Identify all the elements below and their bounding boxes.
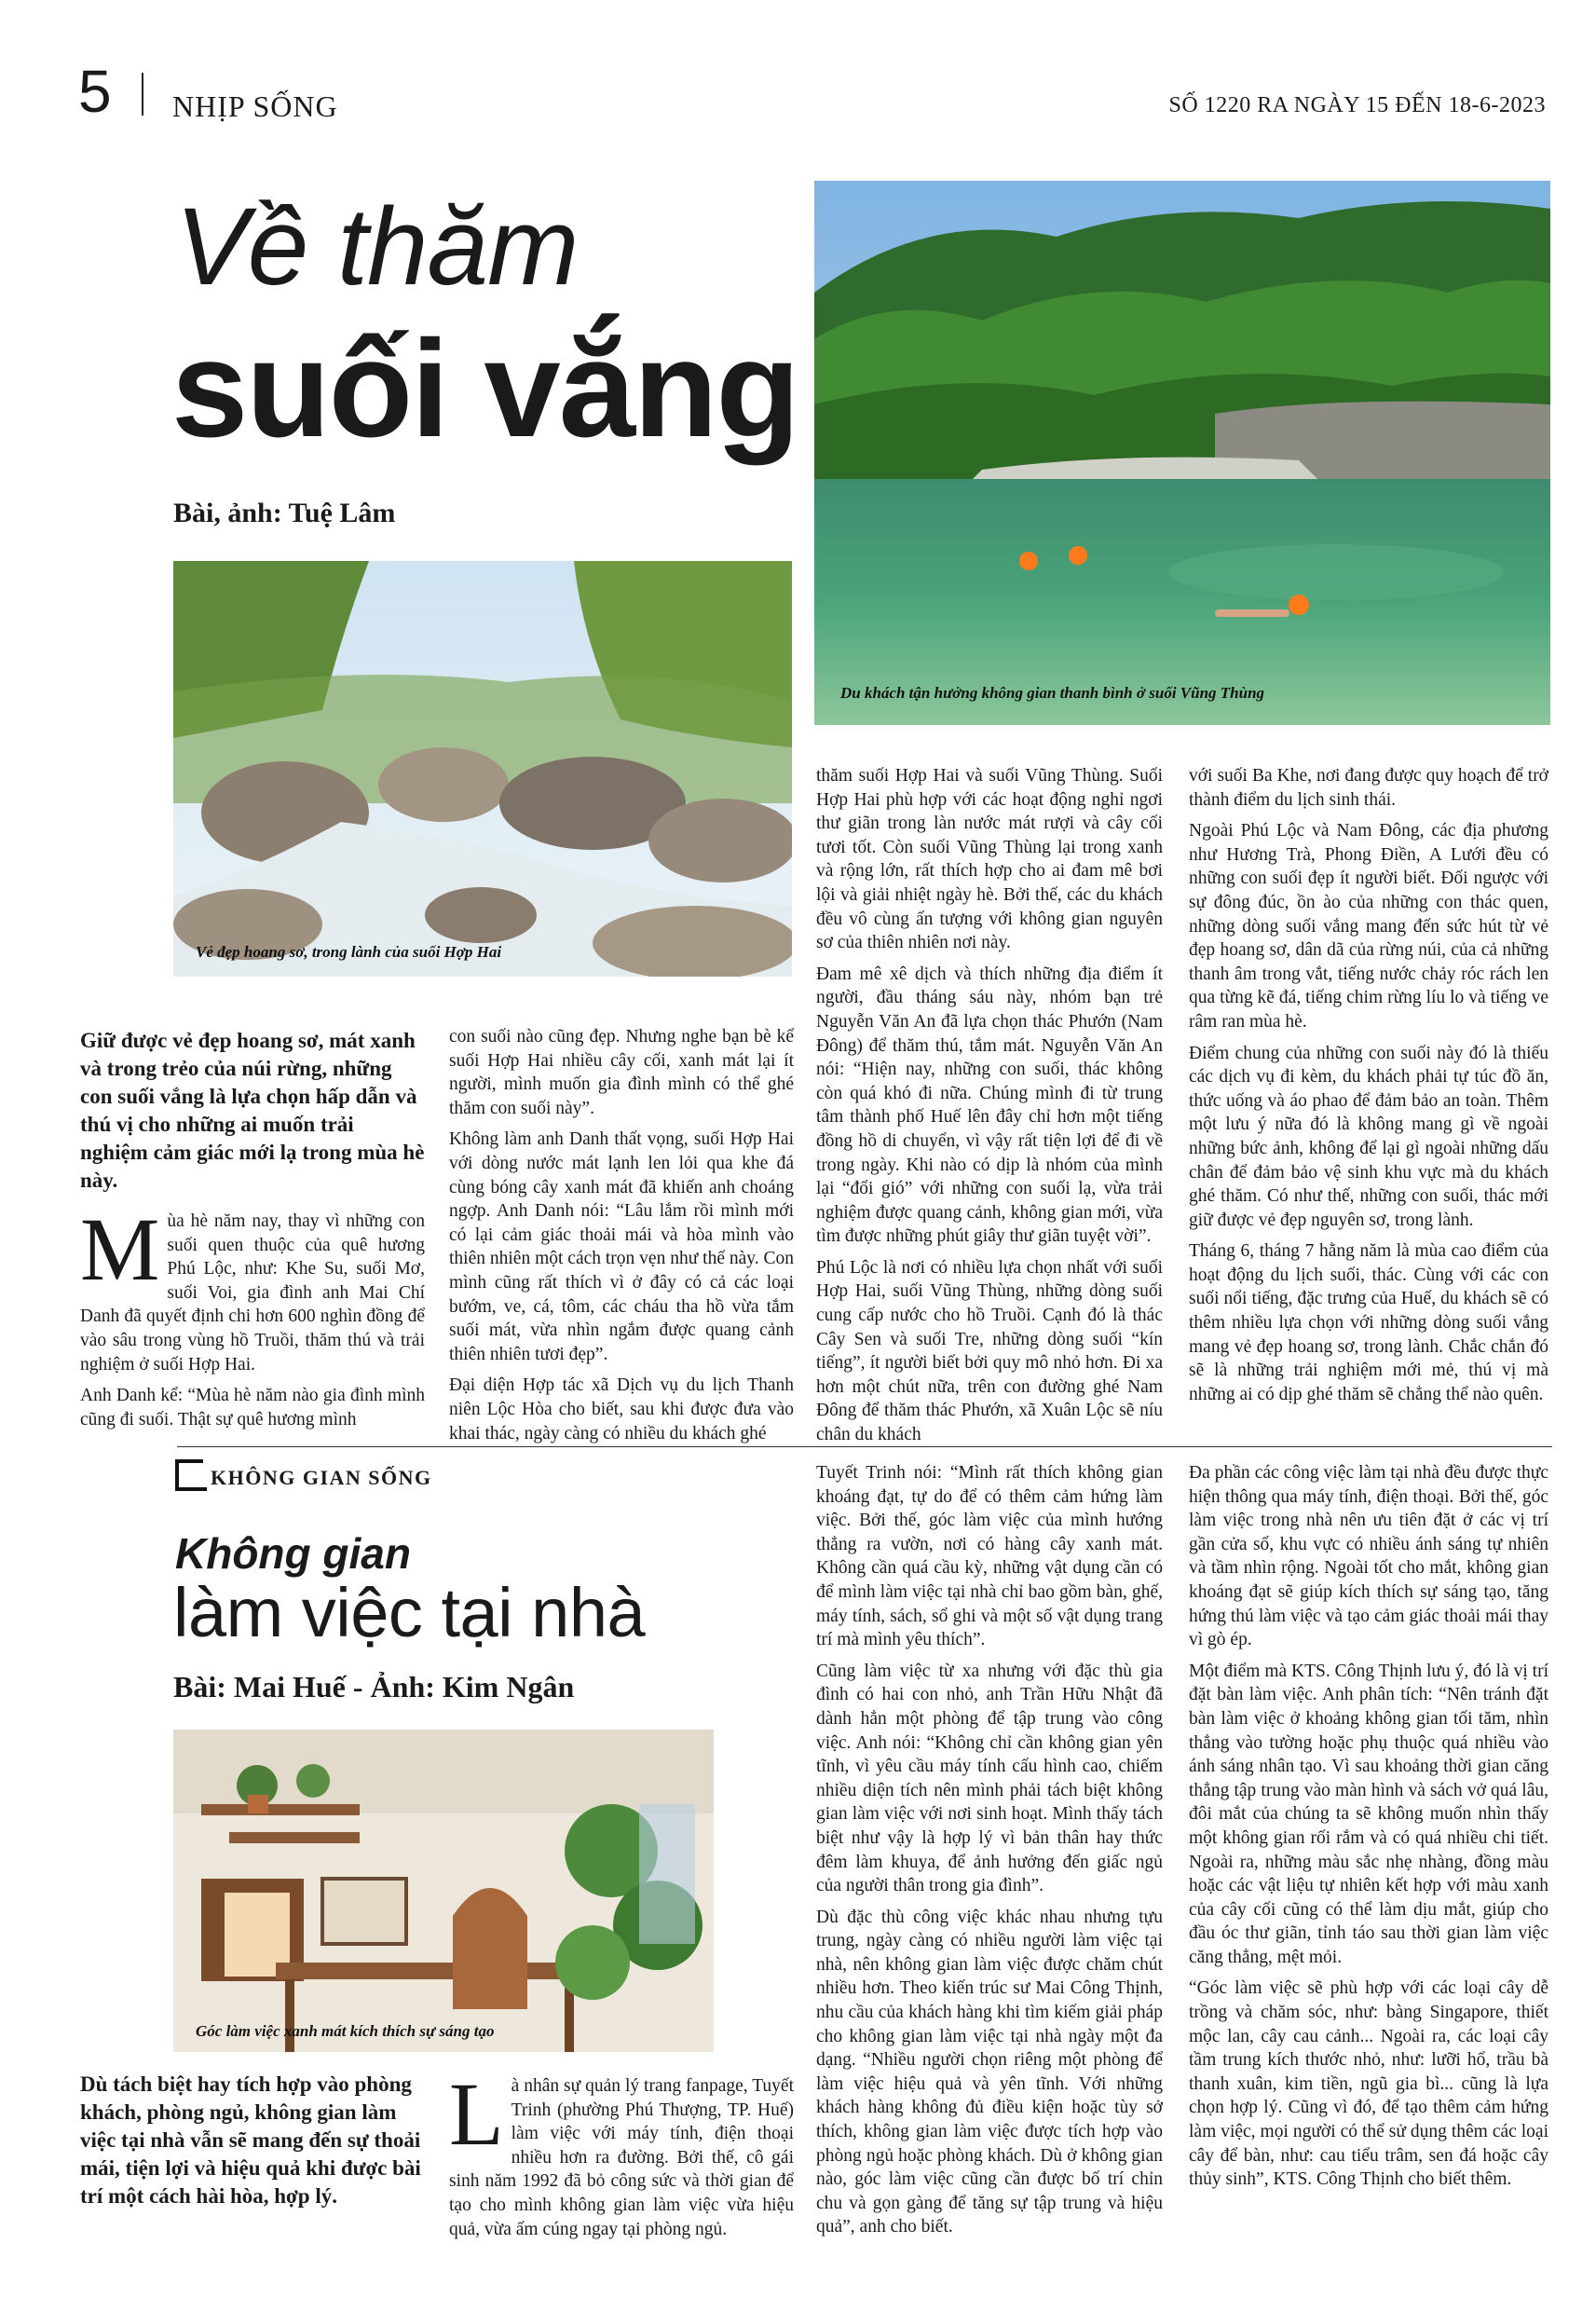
article2-kicker: KHÔNG GIAN SỐNG [211,1466,432,1489]
photo-vung-thung [814,181,1550,725]
article2-col2: Là nhân sự quản lý trang fanpage, Tuyết Trinh (phường Phú Thượng, TP. Huế) làm việc với máy tính, điện thoại nhiều hơn ra đường. Bởi thế, cô gái sinh năm 1992 đã bỏ công sức và thời gian để tạo cho mình không gian làm việc vừa hiệu quả, vừa ấm cúng ngay tại phòng ngủ. [449,2064,794,2239]
section-name: NHỊP SỐNG [172,89,338,123]
article1-byline: Bài, ảnh: Tuệ Lâm [173,498,396,528]
dropcap-l: L [449,2064,504,2164]
header-divider [142,73,143,116]
rocky-stream-image [173,561,792,977]
kicker-bracket-icon [175,1459,207,1491]
article2-title-line1: Không gian [175,1529,411,1578]
photo-small-caption: Vẻ đẹp hoang sơ, trong lành của suối Hợp Hai [196,943,502,961]
article1-col2: con suối nào cũng đẹp. Nhưng nghe bạn bè kể suối Hợp Hai nhiều cây cối, xanh mát lại ít người, mình muốn gia đình mình có thể ghé thăm con suối này”. Không làm anh Danh thất vọng, suối Hợp Hai với dòng nước mát lạnh len lỏi qua khe đá cùng bóng cây xanh mát đã khiến anh choáng ngợp. Anh Danh nói: “Lâu lắm rồi mình mới có lại cảm giác thoải mái và hòa mình vào thiên nhiên một cách trọn vẹn như thế này. Con mình cũng rất thích vì ở đây có cả các loại bướm, ve, cá, tôm, các cháu tha hồ vừa tắm suối mát, vừa nhìn ngắm được quang cảnh thiên nhiên tươi đẹp”. Đại diện Hợp tác xã Dịch vụ du lịch Thanh niên Lộc Hòa cho biết, sau khi được đưa vào khai thác, ngày càng có nhiều du khách ghé [449,1027,794,1443]
article1-col1: Mùa hè năm nay, thay vì những con suối quen thuộc của quê hương Phú Lộc, như: Khe Su, suối Mơ, suối Voi, gia đình anh Mai Chí Danh đã quyết định chi hơn 600 nghìn đồng để vào sâu trong vùng hồ Truồi, thăm thú và trải nghiệm ở suối Hợp Hai. Anh Danh kể: “Mùa hè năm nào gia đình mình cũng đi suối. Thật sự quê hương mình [80,1199,425,1430]
photo-main-caption: Du khách tận hưởng không gian thanh bình ở suối Vũng Thùng [840,684,1265,702]
stream-swimmers-image [814,181,1550,725]
article2-lead: Dù tách biệt hay tích hợp vào phòng khách, phòng ngủ, không gian làm việc tại nhà vẫn sẽ mang đến sự thoải mái, tiện lợi và hiệu quả khi được bài trí một cách hài hòa, hợp lý. [80,2073,421,2208]
article2-byline: Bài: Mai Huế - Ảnh: Kim Ngân [173,1670,575,1703]
home-workspace-image [173,1730,714,2052]
photo-workspace-caption: Góc làm việc xanh mát kích thích sự sáng tạo [196,2022,495,2040]
article1-title-line1: Về thăm [175,185,579,308]
article2-col4: Đa phần các công việc làm tại nhà đều được thực hiện thông qua máy tính, điện thoại. Bởi thế, góc làm việc trong nhà nên ưu tiên đặt ở các vị trí gần cửa sổ, khu vực có nhiều ánh sáng tự nhiên và tầm nhìn rộng. Ngoài tốt cho mắt, không gian khoáng đạt sẽ giúp kích thích sự sáng tạo, tăng hứng thú làm việc và tạo cảm giác thoải mái thay vì gò ép. Một điểm mà KTS. Công Thịnh lưu ý, đó là vị trí đặt bàn làm việc. Anh phân tích: “Nên tránh đặt bàn làm việc ở khoảng không gian tối tăm, nhìn thẳng vào tường hoặc phụ thuộc quá nhiều vào ánh sáng nhân tạo. Vì sau khoảng thời gian căng thẳng tập trung vào màn hình và sách vở quá lâu, đôi mắt của chúng ta sẽ không muốn nhìn thấy một không gian rối rắm và có quá nhiều chi tiết. Ngoài ra, những màu sắc nhẹ nhàng, đồng màu hoặc các vật liệu tự nhiên kết hợp với màu xanh của cây cối cũng có thể làm dịu mắt, giúp cho đầu óc thư giãn, tỉnh táo sau thời gian làm việc căng thẳng, mệt mỏi. “Góc làm việc sẽ phù hợp với các loại cây dễ trồng và chăm sóc, như: bàng Singapore, thiết mộc lan, cây cau cảnh... Ngoài ra, các loại cây tầm trung kích thước nhỏ, như: lưỡi hổ, trầu bà thanh xuân, kim tiền, ngũ gia bì... cũng là lựa chọn hợp lý. Cũng vì đó, để tạo thêm cảm hứng làm việc, mọi người có thể sử dụng thêm các loại cây để bàn, như: cau tiểu trâm, sen đá hoặc cây thủy sinh”, KTS. Công Thịnh cho biết thêm. [1189,1463,1548,2190]
article1-lead: Giữ được vẻ đẹp hoang sơ, mát xanh và trong trẻo của núi rừng, những con suối vắng là lựa chọn hấp dẫn và thú vị cho những ai muốn trải nghiệm cảm giác mới lạ trong mùa hè này. [80,1029,425,1192]
photo-hop-hai [173,561,792,977]
section-rule [177,1446,1552,1447]
article1-col4: với suối Ba Khe, nơi đang được quy hoạch để trở thành điểm du lịch sinh thái. Ngoài Phú Lộc và Nam Đông, các địa phương như Hương Trà, Phong Điền, A Lưới đều có những con suối đẹp ít người biết. Đối ngược với sự đông đúc, ồn ào của những con thác quen, những dòng suối vắng mang đến sức hút từ vẻ đẹp hoang sơ, dân dã của rừng núi, của cả những thanh âm trong vắt, tiếng nước chảy róc rách len qua từng kẽ đá, tiếng chim rừng líu lo và tiếng ve râm ran mùa hè. Điểm chung của những con suối này đó là thiếu các dịch vụ đi kèm, du khách phải tự túc đồ ăn, thức uống và áo phao để đảm bảo an toàn. Thêm một lưu ý nữa đó là không mang gì về ngoài những bức ảnh, không để lại gì ngoài những dấu chân để đảm bảo vệ sinh khu vực mà du khách ghé thăm. Có như thế, những con suối, thác mới giữ được vẻ đẹp nguyên sơ, trong lành. Tháng 6, tháng 7 hằng năm là mùa cao điểm của hoạt động du lịch suối, thác. Cùng với các con suối nổi tiếng, đặc trưng của Huế, du khách sẽ có thêm nhiều lựa chọn với những dòng suối vắng mang vẻ đẹp hoang sơ, trong lành. Chắc chắn đó sẽ là những trải nghiệm mới mẻ, thú vị mà những ai có dịp ghé thăm sẽ chẳng thể nào quên. [1189,766,1548,1404]
article1-col3: thăm suối Hợp Hai và suối Vũng Thùng. Suối Hợp Hai phù hợp với các hoạt động nghỉ ngơi thư giãn trong làn nước mát rượi và cây cối tươi tốt. Còn suối Vũng Thùng lại trong xanh và rộng lớn, rất thích hợp cho ai đam mê bơi lội và giải nhiệt ngày hè. Bởi thế, các du khách đều vô cùng ấn tượng với không gian nguyên sơ của thiên nhiên nơi này. Đam mê xê dịch và thích những địa điểm ít người, đầu tháng sáu này, nhóm bạn trẻ Nguyễn Văn An đã lựa chọn thác Phướn (Nam Đông) để thăm thú, tắm mát. Nguyễn Văn An nói: “Hiện nay, những con suối, thác không còn quá khó đi nữa. Chúng mình đi từ trung tâm thành phố Huế lên đây chỉ hơn một tiếng đồng hồ di chuyển, vì vậy rất tiện lợi để đi về trong ngày. Khi nào có dịp là nhóm của mình lại “đổi gió” với những con suối lạ, vừa trải nghiệm được quang cảnh, không gian mới, vừa tìm được những phút giây thư giãn tuyệt vời”. Phú Lộc là nơi có nhiều lựa chọn nhất với suối Hợp Hai, suối Vũng Thùng, những dòng suối cung cấp nước cho hồ Truồi. Cạnh đó là thác Cây Sen và suối Tre, những dòng suối “kín tiếng”, ít người biết bởi quy mô nhỏ hơn. Đi xa hơn một chút nữa, trên con đường ghé Nam Đông để thăm thác Phướn, xã Xuân Lộc sẽ níu chân du khách [816,766,1163,1445]
article2-title-line2: làm việc tại nhà [173,1574,646,1651]
dropcap-m: M [80,1199,160,1299]
article2-col3: Tuyết Trinh nói: “Mình rất thích không gian khoáng đạt, tự do để có thêm cảm hứng làm việc. Bởi thế, góc làm việc của mình hướng thẳng ra vườn, nơi có hàng cây xanh mát. Không cần quá cầu kỳ, những vật dụng cần có để mình làm việc tại nhà chỉ bao gồm bàn, ghế, máy tính, sách, sổ ghi và một số vật dụng trang trí mà mình yêu thích”. Cũng làm việc từ xa nhưng với đặc thù gia đình có hai con nhỏ, anh Trần Hữu Nhật đã dành hẳn một phòng để tập trung vào công việc. Anh nói: “Không chỉ cần không gian yên tĩnh, vì yêu cầu máy tính cấu hình cao, chiếm nhiều diện tích nên mình phải tách biệt không gian làm việc với nơi sinh hoạt. Mình thấy tách biệt như vậy là hợp lý vì bản thân hay thức đêm làm khuya, để ảnh hưởng đến giấc ngủ của người thân trong gia đình”. Dù đặc thù công việc khác nhau nhưng tựu trung, ngày càng có nhiều người làm việc tại nhà, nên không gian làm việc được chăm chút nhiều hơn. Theo kiến trúc sư Mai Công Thịnh, nhu cầu của khách hàng khi tìm kiếm giải pháp cho không gian làm việc tại nhà ngày một đa dạng. “Nhiều người chọn riêng một phòng để làm việc hiệu quả và yên tĩnh. Với những khách hàng không đủ điều kiện hoặc tùy sở thích, không gian làm việc được tích hợp vào phòng ngủ hoặc phòng khách. Dù ở không gian nào, góc làm việc cũng cần được bố trí chỉn chu và gọn gàng để tăng sự tập trung và hiệu quả”, anh cho biết. [816,1463,1163,2237]
article1-title-line2: suối vắng [171,312,798,466]
photo-workspace [173,1730,714,2052]
page-number: 5 [78,58,112,125]
issue-info: SỐ 1220 RA NGÀY 15 ĐẾN 18-6-2023 [1168,93,1546,117]
